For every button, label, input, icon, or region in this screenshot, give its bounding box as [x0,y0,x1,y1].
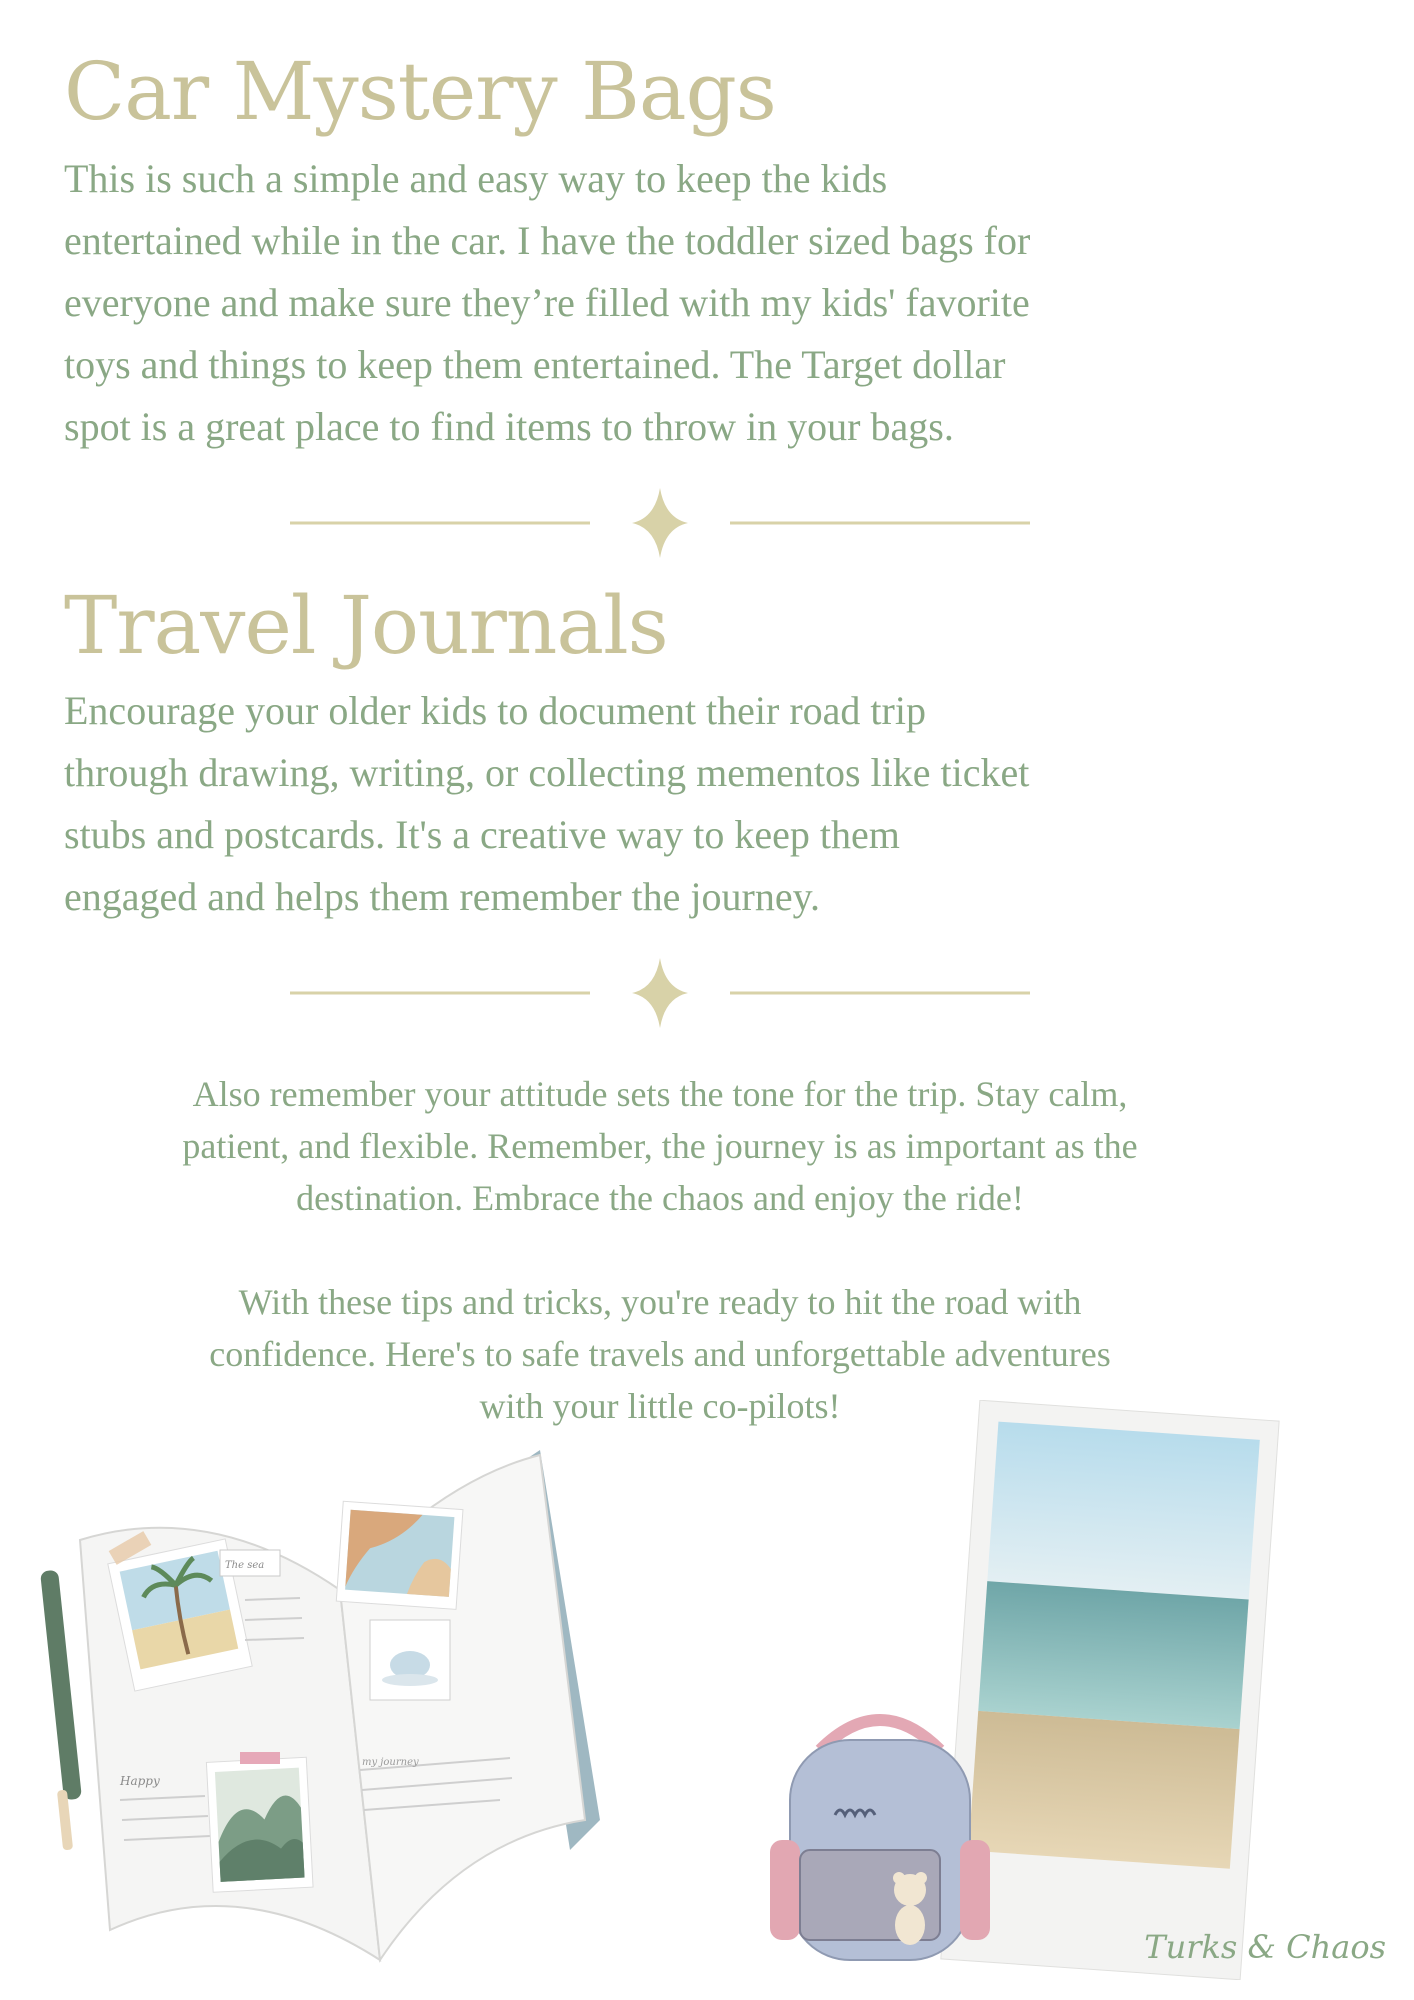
tape-icon [240,1752,280,1764]
sparkle-divider [290,488,1030,558]
polaroid-sea [978,1581,1248,1729]
section-body-car-mystery-bags [64,148,1364,458]
closing-paragraph-attitude [60,1068,1260,1224]
body-line: through drawing, writing, or collecting mementos like ticket [64,750,1030,795]
coffee-photo [370,1620,450,1700]
body-line: entertained while in the car. I have the toddler sized bags for [64,218,1031,263]
section-body-travel-journals [64,680,1364,928]
closing-line: Also remember your attitude sets the tone for the trip. Stay calm, [192,1074,1128,1114]
journal-script-text: my journey [362,1757,419,1768]
pen-icon [40,1570,82,1851]
journal-tag-text: The sea [225,1560,265,1571]
sparkle-icon [632,488,688,558]
closing-line: confidence. Here's to safe travels and unforgettable adventures [209,1334,1111,1374]
body-line: engaged and helps them remember the journey. [64,874,821,919]
journal-note-text: Happy [120,1774,160,1788]
backpack-side-pocket [770,1840,800,1940]
closing-line: patient, and flexible. Remember, the journey is as important as the [182,1126,1138,1166]
open-journal-illustration [40,1440,610,1970]
body-line: This is such a simple and easy way to keep the kids [64,156,888,201]
backpack-illustration [760,1700,1000,1970]
section-heading-car-mystery-bags: Car Mystery Bags [64,45,776,138]
sparkle-divider [290,958,1030,1028]
body-line: toys and things to keep them entertained. The Target dollar [64,342,1006,387]
body-line: stubs and postcards. It's a creative way to keep them [64,812,900,857]
map-photo [336,1501,463,1609]
brand-signature: Turks & Chaos [1144,1928,1386,1966]
polaroid-sky [987,1422,1260,1600]
closing-line: With these tips and tricks, you're ready to hit the road with [238,1282,1082,1322]
polaroid-sand [968,1711,1239,1869]
body-line: everyone and make sure they’re filled with my kids' favorite [64,280,1030,325]
sparkle-icon [632,958,688,1028]
backpack-side-pocket [960,1840,990,1940]
body-line: Encourage your older kids to document their road trip [64,688,926,733]
closing-line: with your little co-pilots! [479,1386,841,1426]
mountain-photo [206,1757,313,1892]
body-line: spot is a great place to find items to throw in your bags. [64,404,954,449]
closing-line: destination. Embrace the chaos and enjoy the ride! [296,1178,1024,1218]
section-heading-travel-journals: Travel Journals [64,579,668,672]
